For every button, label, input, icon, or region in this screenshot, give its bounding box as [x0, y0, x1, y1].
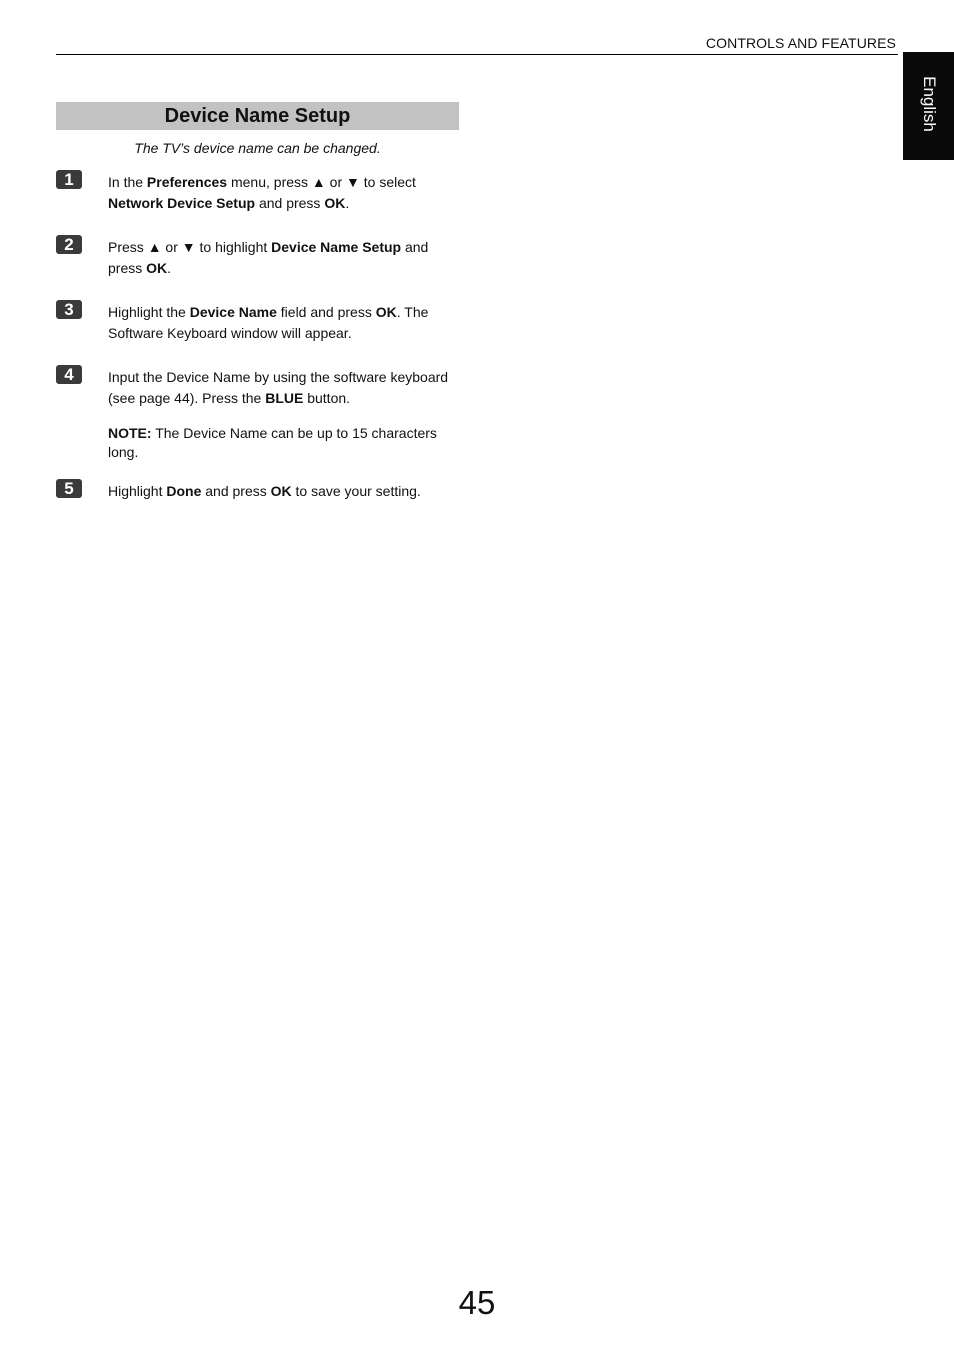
text-run: Input the Device Name by using the software keyboard (see page 44). Press the — [108, 369, 449, 406]
text-run: menu, press — [227, 174, 312, 190]
text-run: or — [325, 174, 347, 190]
text-run: Press — [108, 239, 148, 255]
section-intro: The TV’s device name can be changed. — [134, 140, 381, 156]
field-name: Device Name — [189, 304, 277, 320]
menu-item-name: Device Name Setup — [271, 239, 402, 255]
note-text: The Device Name can be up to 15 characters long. — [108, 425, 437, 460]
note — [108, 424, 453, 461]
text-run: . — [167, 259, 172, 276]
step-text — [108, 172, 453, 213]
page-number: 45 — [458, 1284, 496, 1321]
language-tab — [903, 52, 954, 160]
done-button-label: Done — [166, 483, 202, 499]
header-divider — [56, 54, 898, 55]
ok-button-label: OK — [146, 259, 168, 276]
step-number-badge: 1 — [56, 170, 82, 189]
down-arrow-icon: ▼ — [181, 239, 196, 255]
text-run: or — [161, 239, 182, 255]
step-number-badge: 4 — [56, 365, 82, 384]
menu-name: Preferences — [146, 174, 228, 190]
ok-button-label: OK — [270, 483, 292, 499]
text-run: to save your setting. — [291, 483, 421, 499]
text-run: Highlight the — [108, 304, 190, 320]
ok-button-label: OK — [324, 194, 346, 211]
running-header: CONTROLS AND FEATURES — [705, 35, 896, 51]
text-run: to select — [359, 174, 416, 190]
text-run: and press — [255, 194, 325, 211]
text-run: Highlight — [108, 483, 167, 499]
text-run: to highlight — [195, 239, 272, 255]
up-arrow-icon: ▲ — [147, 239, 162, 255]
text-run: . The Software Keyboard window will appear. — [108, 304, 429, 341]
section-title: Device Name Setup — [56, 102, 459, 130]
text-run: field and press — [276, 304, 376, 320]
blue-button-label: BLUE — [265, 389, 304, 406]
ok-button-label: OK — [375, 304, 397, 320]
menu-item-name: Network Device Setup — [108, 194, 256, 211]
up-arrow-icon: ▲ — [311, 174, 326, 190]
note-label: NOTE: — [108, 425, 152, 441]
text-run: button. — [303, 389, 351, 406]
step-number-badge: 5 — [56, 479, 82, 498]
step-text — [108, 302, 453, 343]
down-arrow-icon: ▼ — [346, 174, 360, 190]
step-number-badge: 3 — [56, 300, 82, 319]
step-text — [108, 481, 453, 502]
step-text — [108, 237, 453, 278]
text-run: and press — [108, 239, 429, 276]
language-tab-label: English — [919, 76, 939, 132]
text-run: and press — [201, 483, 271, 499]
text-run: . — [345, 194, 350, 211]
text-run: In the — [108, 174, 147, 190]
step-text — [108, 367, 453, 408]
step-number-badge: 2 — [56, 235, 82, 254]
